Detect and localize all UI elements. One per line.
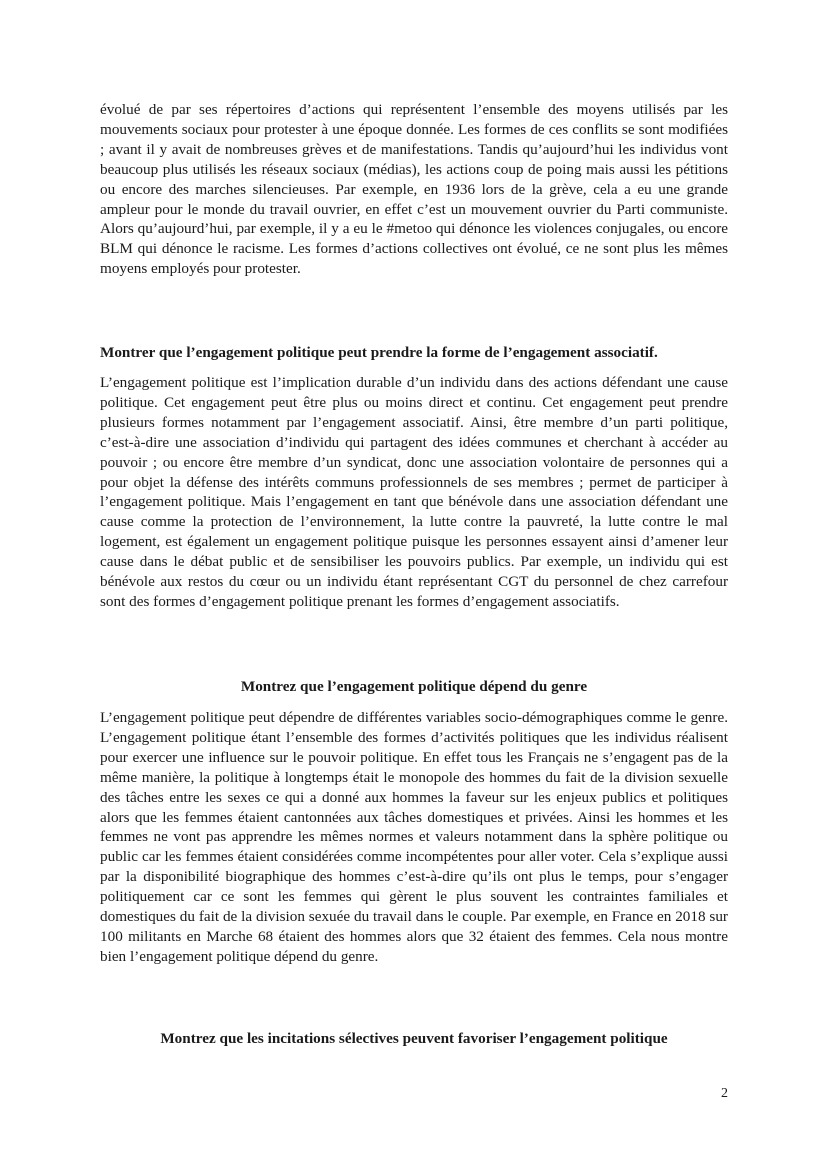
- section-heading-incitations-selectives: Montrez que les incitations sélectives peuvent favoriser l’engagement politique: [160, 1030, 668, 1047]
- section-heading-engagement-genre: Montrez que l’engagement politique dépend du genre: [240, 678, 588, 695]
- paragraph-repertoires-action: évolué de par ses répertoires d’actions qui représentent l’ensemble des moyens utilisés par les mouvements sociaux pour protester à une époque donnée. Les formes de ces conflits se sont modifiées ; avant il y avait de nombreuses grèves et de manifestations. Tandis qu’aujourd’hui les individus vont beaucoup plus utilisés les réseaux sociaux (médias), les actions coup de poing mais aussi les pétitions ou encore des marches silencieuses. Par exemple, en 1936 lors de la grève, cela a eu une grande ampleur pour le monde du travail ouvrier, en effet c’est un mouvement ouvrier du Parti communiste. Alors qu’aujourd’hui, par exemple, il y a eu le #metoo qui dénonce les violences conjugales, ou encore BLM qui dénonce le racisme. Les formes d’actions collectives ont évolué, ce ne sont plus les mêmes moyens employés pour protester.: [100, 101, 728, 278]
- section-heading-engagement-associatif: Montrer que l’engagement politique peut prendre la forme de l’engagement associatif.: [100, 344, 658, 361]
- paragraph-engagement-associatif: L’engagement politique est l’implication durable d’un individu dans des actions défendant une cause politique. Cet engagement peut être plus ou moins direct et continu. Cet engagement peut prendre plusieurs formes notamment par l’engagement associatif. Ainsi, être membre d’un parti politique, c’est-à-dire une association d’individu qui partagent des idées communes et cherchant à accéder au pouvoir ; ou encore être membre d’un syndicat, donc une association volontaire de personnes qui a pour objet la défense des intérêts communs professionnels de ses membres ; permet de participer à l’engagement politique. Mais l’engagement en tant que bénévole dans une association défendant une cause comme la protection de l’environnement, la lutte contre la pauvreté, la lutte contre le mal logement, est également un engagement politique puisque les personnes essayent ainsi d’amener leur cause dans le débat public et de sensibiliser les pouvoirs publics. Par exemple, un individu qui est bénévole aux restos du cœur ou un individu étant représentant CGT du personnel de chez carrefour sont des formes d’engagement politique prenant les formes d’engagement associatifs.: [100, 374, 728, 610]
- page-number: 2: [721, 1086, 728, 1101]
- paragraph-engagement-genre: L’engagement politique peut dépendre de différentes variables socio-démographiques comme le genre. L’engagement politique étant l’ensemble des formes d’activités politiques que les individus réalisent pour exercer une influence sur le pouvoir politique. En effet tous les Français ne s’engagent pas de la même manière, la politique à longtemps était le monopole des hommes du fait de la division sexuelle des tâches entre les sexes ce qui a donné aux hommes la faveur sur les enjeux publics et politiques alors que les femmes étaient cantonnées aux tâches domestiques et privées. Ainsi les hommes et les femmes ne vont pas apprendre les mêmes normes et valeurs notamment dans la sphère politique ou public car les femmes étaient considérées comme incompétentes pour aller voter. Cela s’explique aussi par la disponibilité biographique des hommes c’est-à-dire qu’ils ont plus le temps, pour s’engager politiquement car ce sont les femmes qui gèrent le plus souvent les contraintes familiales et domestiques du fait de la division sexuée du travail dans le couple. Par exemple, en France en 2018 sur 100 militants en Marche 68 étaient des hommes alors que 32 étaient des femmes. Cela nous montre bien l’engagement politique dépend du genre.: [100, 709, 728, 965]
